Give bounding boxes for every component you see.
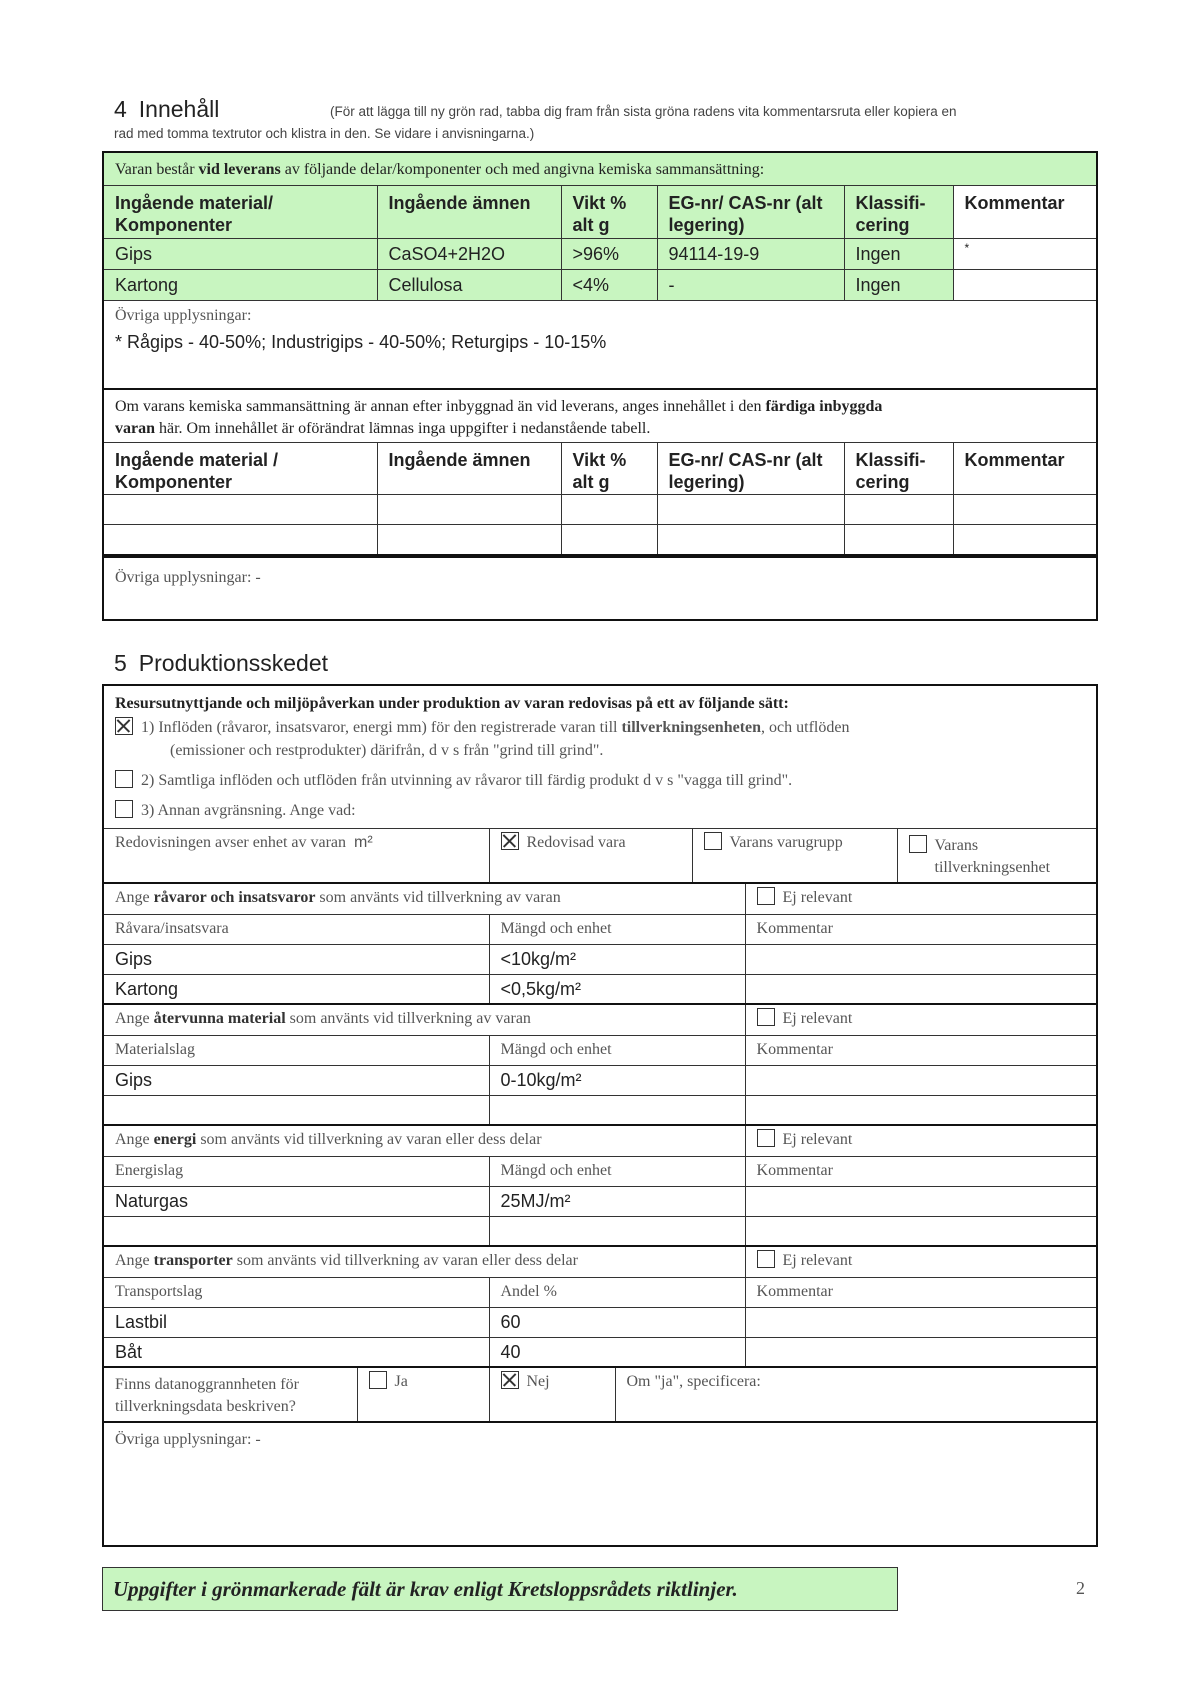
option-1: 1) Inflöden (råvaror, insatsvaror, energi mm) för den registrerade varan till tillverkningsenheten, och utflöden — [115, 716, 1085, 740]
accuracy-yes-checkbox[interactable] — [369, 1371, 387, 1389]
table-row — [104, 1095, 1096, 1125]
production-intro: Resursutnyttjande och miljöpåverkan under produktion av varan redovisas på ett av följande sätt: 1) Inflöden (råvaror, insatsvaror, energi mm) för den registrerade varan till tillverkningsenheten, och utflöden (emissioner och restprodukter) därifrån, d v s från "grind till grind". 2) Samtliga inflöden och utflöden från utvinning av råvaror till färdig produkt d v s "vagga till grind". 3) Annan avgränsning. Ange vad: — [104, 686, 1096, 829]
other-info-2[interactable]: Övriga upplysningar: - — [104, 556, 1096, 598]
section-5-heading: 5 Produktionsskedet — [114, 650, 329, 676]
accuracy-specify[interactable]: Om "ja", specificera: — [615, 1368, 1096, 1422]
table-row: Naturgas 25MJ/m² — [104, 1186, 1096, 1216]
recycled-not-relevant-checkbox[interactable] — [757, 1008, 775, 1026]
table-row: Lastbil 60 — [104, 1307, 1096, 1337]
col-header-comment: Kommentar — [953, 186, 1096, 238]
transport-table: Ange transporter som använts vid tillverkning av varan eller dess delar Ej relevant Transportslag Andel % Kommentar Lastbil 60 Båt 40 — [104, 1247, 1096, 1368]
energy-table: Ange energi som använts vid tillverkning av varan eller dess delar Ej relevant Energislag Mängd och enhet Kommentar Naturgas 25MJ/m² — [104, 1126, 1096, 1247]
option-3: 3) Annan avgränsning. Ange vad: — [115, 796, 1085, 826]
green-requirement-note: Uppgifter i grönmarkerade fält är krav enligt Kretsloppsrådets riktlinjer. — [102, 1567, 898, 1611]
page-number: 2 — [1076, 1578, 1085, 1598]
option-1-checkbox[interactable] — [115, 717, 133, 735]
raw-not-relevant-checkbox[interactable] — [757, 887, 775, 905]
accuracy-no-checkbox[interactable] — [501, 1371, 519, 1389]
section-4-note-line2: rad med tomma textrutor och klistra in den. Se vidare i anvisningarna.) — [114, 126, 535, 141]
recycled-materials-table: Ange återvunna material som använts vid tillverkning av varan Ej relevant Materialslag Mängd och enhet Kommentar Gips 0-10kg/m² — [104, 1005, 1096, 1126]
accuracy-table: Finns datanoggrannheten för tillverkningsdata beskriven? Ja Nej Om "ja", specificera: — [104, 1368, 1096, 1423]
table-row: Båt 40 — [104, 1337, 1096, 1367]
col-header-substances: Ingående ämnen — [377, 186, 561, 238]
delivery-table — [104, 186, 1096, 301]
delivery-intro: Varan består vid leverans av följande delar/komponenter och med angivna kemiska sammansättning: — [104, 153, 1096, 186]
accuracy-question: Finns datanoggrannheten för tillverkningsdata beskriven? — [104, 1368, 357, 1422]
option-3-checkbox[interactable] — [115, 800, 133, 818]
section-4-note: (För att lägga till ny grön rad, tabba dig fram från sista gröna radens vita kommentarsruta eller kopiera en — [330, 104, 957, 119]
other-info-block — [104, 301, 1096, 390]
table-row: Kartong <0,5kg/m² — [104, 974, 1096, 1004]
section-4-box — [102, 151, 1098, 621]
unit-opt2-checkbox[interactable] — [704, 832, 722, 850]
table-row — [104, 525, 1096, 555]
table-row: Gips CaSO4+2H2O >96% 94114-19-9 Ingen * — [104, 238, 1096, 269]
option-2-checkbox[interactable] — [115, 770, 133, 788]
other-info-text[interactable]: * Rågips - 40-50%; Industrigips - 40-50%; Returgips - 10-15% — [115, 331, 607, 352]
table-row: Gips <10kg/m² — [104, 944, 1096, 974]
section-4-heading: 4 Innehåll — [114, 96, 220, 122]
unit-label: Redovisningen avser enhet av varan m² — [104, 829, 489, 883]
unit-opt1-checkbox[interactable] — [501, 832, 519, 850]
unit-opt3-checkbox[interactable] — [909, 835, 927, 853]
section-5-box — [102, 684, 1098, 1547]
production-other-info[interactable]: Övriga upplysningar: - — [115, 1431, 261, 1448]
raw-materials-table: Ange råvaror och insatsvaror som använts vid tillverkning av varan Ej relevant Råvara/insatsvara Mängd och enhet Kommentar Gips <10kg/m² Kartong <0,5kg/m² — [104, 884, 1096, 1005]
table-row — [104, 495, 1096, 525]
table-row — [104, 1216, 1096, 1246]
col-header-cas: EG-nr/ CAS-nr (alt legering) — [657, 186, 844, 238]
unit-table: Redovisningen avser enhet av varan m² Redovisad vara Varans varugrupp Varans tillverkningsenhet — [104, 829, 1096, 884]
other-info-label: Övriga upplysningar: — [115, 306, 252, 324]
table-row: Gips 0-10kg/m² — [104, 1065, 1096, 1095]
built-in-intro: Om varans kemiska sammansättning är annan efter inbyggnad än vid leverans, anges innehållet i den färdiga inbyggda varan här. Om innehållet är oförändrat lämnas inga uppgifter i nedanstående tabell. — [104, 390, 1096, 443]
transport-not-relevant-checkbox[interactable] — [757, 1250, 775, 1268]
col-header-material: Ingående material/ Komponenter — [104, 186, 377, 238]
table-row: Kartong Cellulosa <4% - Ingen — [104, 269, 1096, 300]
col-header-classification: Klassifi- cering — [844, 186, 953, 238]
option-2: 2) Samtliga inflöden och utflöden från utvinning av råvaror till färdig produkt d v s "vagga till grind". — [115, 766, 1085, 796]
built-in-table: Ingående material / Komponenter Ingående ämnen Vikt % alt g EG-nr/ CAS-nr (alt legering) Klassifi- cering Kommentar — [104, 443, 1096, 556]
col-header-weight: Vikt % alt g — [561, 186, 657, 238]
energy-not-relevant-checkbox[interactable] — [757, 1129, 775, 1147]
